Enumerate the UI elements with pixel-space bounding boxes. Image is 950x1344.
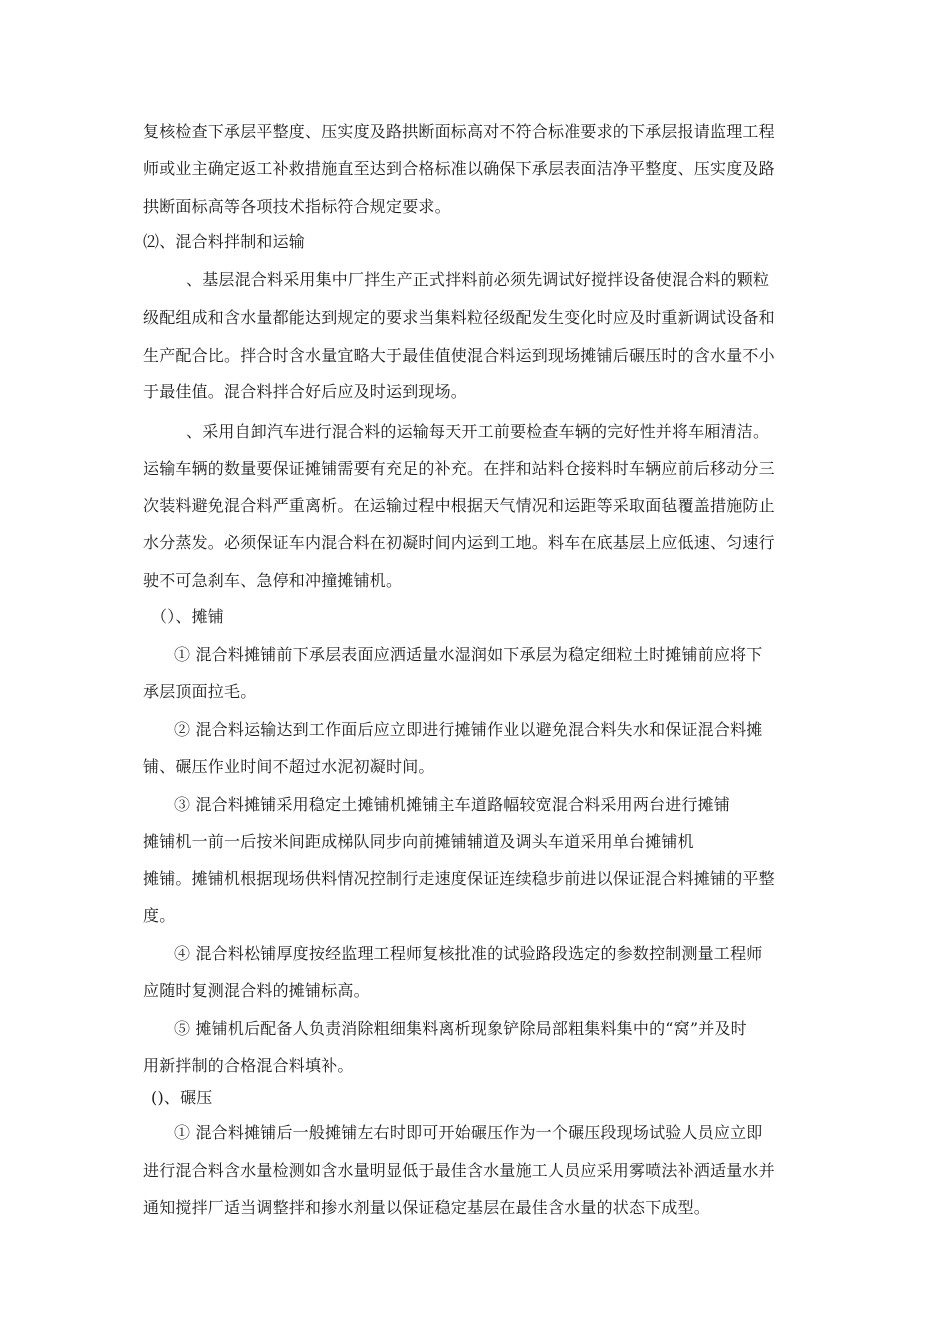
- paragraph-line: ② 混合料运输达到工作面后应立即进行摊铺作业以避免混合料失水和保证混合料摊: [174, 720, 763, 739]
- section-heading-paving: （）、摊铺: [151, 607, 225, 626]
- paragraph-line: 、基层混合料采用集中厂拌生产正式拌料前必须先调试好搅拌设备使混合料的颗粒: [186, 270, 770, 289]
- paragraph-line: 复核检查下承层平整度、压实度及路拱断面标高对不符合标准要求的下承层报请监理工程: [143, 122, 775, 141]
- paragraph-line: 摊铺。摊铺机根据现场供料情况控制行走速度保证连续稳步前进以保证混合料摊铺的平整: [143, 869, 775, 888]
- paragraph-line: 拱断面标高等各项技术指标符合规定要求。: [143, 197, 451, 216]
- paragraph-line: 度。: [143, 906, 176, 925]
- paragraph-line: 水分蒸发。必须保证车内混合料在初凝时间内运到工地。料车在底基层上应低速、匀速行: [143, 533, 775, 552]
- paragraph-line: ① 混合料摊铺前下承层表面应洒适量水湿润如下承层为稳定细粒土时摊铺前应将下: [174, 645, 763, 664]
- paragraph-line: 驶不可急刹车、急停和冲撞摊铺机。: [143, 571, 403, 590]
- paragraph-line: 次装料避免混合料严重离析。在运输过程中根据天气情况和运距等采取面毡覆盖措施防止: [143, 496, 775, 515]
- paragraph-line: 铺、碾压作业时间不超过水泥初凝时间。: [143, 757, 435, 776]
- paragraph-line: 承层顶面拉毛。: [143, 682, 257, 701]
- paragraph-line: 进行混合料含水量检测如含水量明显低于最佳含水量施工人员应采用雾喷法补洒适量水并: [143, 1161, 775, 1180]
- paragraph-line: ① 混合料摊铺后一般摊铺左右时即可开始碾压作为一个碾压段现场试验人员应立即: [174, 1123, 763, 1142]
- paragraph-line: 运输车辆的数量要保证摊铺需要有充足的补充。在拌和站料仓接料时车辆应前后移动分三: [143, 459, 775, 478]
- paragraph-line: 通知搅拌厂适当调整拌和掺水剂量以保证稳定基层在最佳含水量的状态下成型。: [143, 1198, 711, 1217]
- paragraph-line: 师或业主确定返工补救措施直至达到合格标准以确保下承层表面洁净平整度、压实度及路: [143, 159, 775, 178]
- paragraph-line: 摊铺机一前一后按米间距成梯队同步向前摊铺辅道及调头车道采用单台摊铺机: [143, 832, 694, 851]
- paragraph-line: 生产配合比。拌合时含水量宜略大于最佳值使混合料运到现场摊铺后碾压时的含水量不小: [143, 346, 775, 365]
- paragraph-line: 、采用自卸汽车进行混合料的运输每天开工前要检查车辆的完好性并将车厢清洁。: [186, 422, 770, 441]
- paragraph-line: ⑤ 摊铺机后配备人负责消除粗细集料离析现象铲除局部粗集料集中的“窝”并及时: [174, 1019, 747, 1038]
- paragraph-line: 用新拌制的合格混合料填补。: [143, 1056, 354, 1075]
- paragraph-line: 级配组成和含水量都能达到规定的要求当集料粒径级配发生变化时应及时重新调试设备和: [143, 308, 775, 327]
- paragraph-line: 于最佳值。混合料拌合好后应及时运到现场。: [143, 382, 468, 401]
- paragraph-line: ③ 混合料摊铺采用稳定土摊铺机摊铺主车道路幅较宽混合料采用两台进行摊铺: [174, 795, 731, 814]
- paragraph-line: ④ 混合料松铺厚度按经监理工程师复核批准的试验路段选定的参数控制测量工程师: [174, 944, 763, 963]
- section-heading-mix-production: ⑵、混合料拌制和运输: [143, 232, 306, 251]
- paragraph-line: 应随时复测混合料的摊铺标高。: [143, 981, 370, 1000]
- section-heading-compaction: ()、碾压: [151, 1088, 213, 1107]
